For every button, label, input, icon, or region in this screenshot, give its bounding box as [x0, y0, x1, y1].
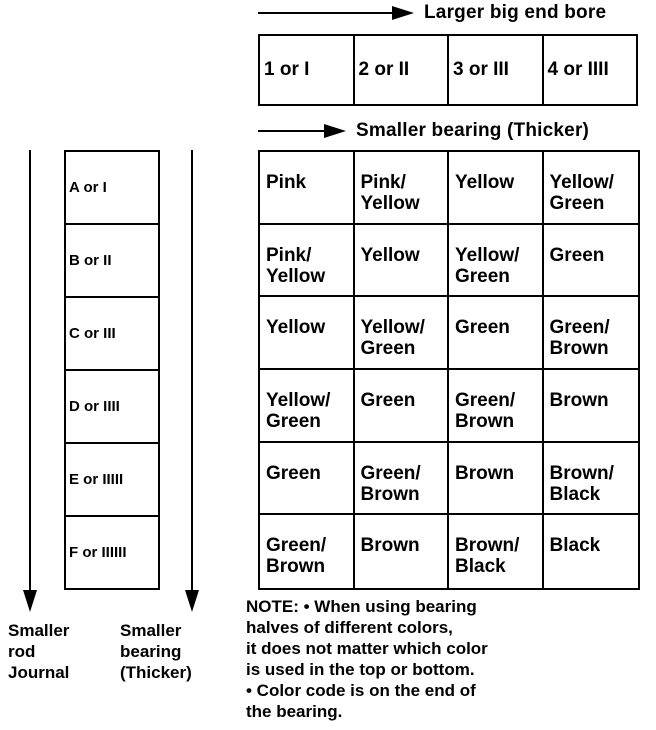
- note-line: NOTE: • When using bearing: [246, 597, 477, 616]
- grid-cell: Green/ Brown: [260, 515, 355, 588]
- column-header: 4 or IIII: [547, 59, 609, 80]
- note-line: is used in the top or bottom.: [246, 660, 475, 679]
- grid-cell: Green: [260, 443, 355, 516]
- grid-cell: Pink/ Yellow: [355, 152, 450, 225]
- smaller-bearing-thicker-label: Smaller bearing (Thicker): [120, 621, 192, 682]
- larger-big-end-bore-arrow: [258, 2, 606, 24]
- grid-cell: Green/ Brown: [449, 370, 544, 443]
- grid-cell: Green: [449, 297, 544, 370]
- row-header: A or I: [66, 152, 158, 225]
- grid-cell: Green/ Brown: [355, 443, 450, 516]
- grid-cell: Yellow: [449, 152, 544, 225]
- grid-cell: Brown: [544, 370, 639, 443]
- grid-cell: Yellow/ Green: [355, 297, 450, 370]
- column-header: 1 or I: [260, 36, 355, 104]
- grid-cell: Yellow/ Green: [544, 152, 639, 225]
- down-arrow-icon: [20, 150, 40, 614]
- grid-cell: Brown/ Black: [449, 515, 544, 588]
- grid-cell: Green/ Brown: [544, 297, 639, 370]
- grid-cell: Yellow: [355, 225, 450, 298]
- smaller-rod-journal-label: Smaller rod Journal: [8, 621, 70, 682]
- row-header-column: [64, 150, 160, 590]
- grid-cell: Yellow/ Green: [449, 225, 544, 298]
- column-header-table: [258, 34, 638, 106]
- row-header: C or III: [66, 298, 158, 371]
- right-arrow-icon: [258, 3, 414, 23]
- note-line: it does not matter which color: [246, 639, 488, 658]
- note-line: the bearing.: [246, 702, 343, 721]
- smaller-bearing-label: Smaller bearing (Thicker): [356, 120, 590, 141]
- column-header: 2 or II: [355, 36, 450, 104]
- note-line: halves of different colors,: [246, 618, 453, 637]
- row-header: B or II: [66, 225, 158, 298]
- grid-cell: Yellow: [260, 297, 355, 370]
- grid-cell: Pink: [260, 152, 355, 225]
- grid-cell: Green: [544, 225, 639, 298]
- grid-cell: Brown/ Black: [544, 443, 639, 516]
- right-arrow-icon: [258, 121, 346, 141]
- grid-cell: Green: [355, 370, 450, 443]
- grid-cell: Brown: [449, 443, 544, 516]
- grid-cell: Brown: [355, 515, 450, 588]
- larger-big-end-bore-label: Larger big end bore: [424, 2, 607, 23]
- note-text: [246, 596, 646, 722]
- smaller-bearing-arrow: [258, 120, 589, 142]
- grid-cell: Yellow/ Green: [260, 370, 355, 443]
- column-header: 3 or III: [449, 36, 544, 104]
- note-line: • Color code is on the end of: [246, 681, 476, 700]
- grid-cell: Black: [549, 535, 601, 557]
- grid-cell: Pink/ Yellow: [260, 225, 355, 298]
- down-arrow-icon: [182, 150, 202, 614]
- row-header: E or IIIII: [66, 444, 158, 517]
- row-header: D or IIII: [66, 371, 158, 444]
- bearing-color-grid: [258, 150, 640, 590]
- row-header: F or IIIIII: [69, 544, 127, 561]
